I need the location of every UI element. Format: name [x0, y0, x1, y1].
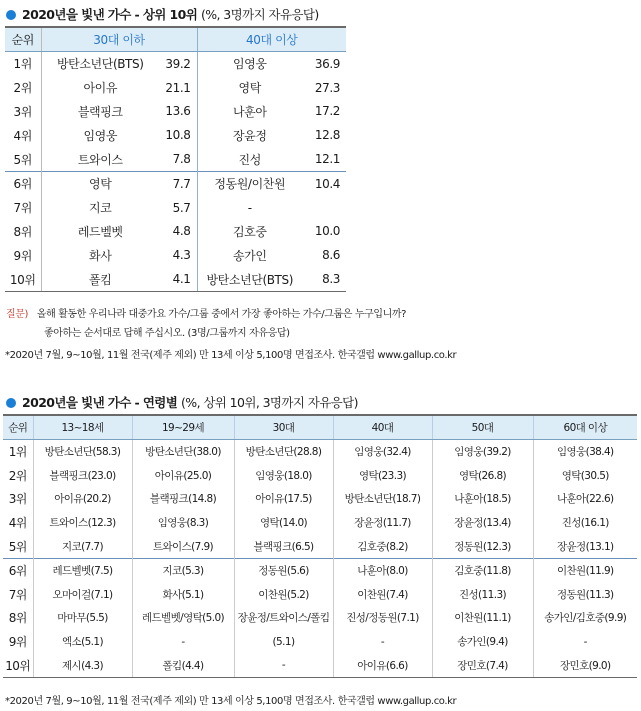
age-cell: 진성(11.3)	[432, 583, 533, 607]
group2-value-cell: 27.3	[314, 80, 340, 95]
age-cell: -	[132, 630, 234, 654]
age-cell: -	[234, 653, 333, 677]
age-cell: 장윤정/트와이스/폴킴	[234, 606, 333, 630]
rank-cell: 9위	[5, 243, 41, 267]
age-cell: 장민호(9.0)	[533, 653, 637, 677]
top10-row	[5, 171, 346, 195]
group2-name-cell: 방탄소년단(BTS)	[197, 267, 302, 291]
rank-cell: 10위	[5, 267, 41, 291]
section1-footnote: *2020년 7월, 9~10월, 11월 전국(제주 제외) 만 13세 이상 5,100명 면접조사. 한국갤럽 www.gallup.co.kr	[5, 350, 457, 361]
age-row	[3, 487, 637, 511]
age-cell: 아이유(6.6)	[333, 653, 432, 677]
age-cell: 지코(5.3)	[132, 558, 234, 582]
rank-cell: 4위	[3, 511, 33, 535]
group1-name-cell: 블랙핑크	[77, 104, 123, 119]
age-cell: 방탄소년단(38.0)	[132, 440, 234, 464]
age-cell: 블랙핑크(14.8)	[132, 487, 234, 511]
group2-value-cell: 36.9	[314, 56, 340, 71]
age-cell: 화사(5.1)	[132, 583, 234, 607]
top10-header-row	[5, 27, 346, 52]
group2-value-cell	[302, 196, 346, 220]
age-cell: 진성/정동원(7.1)	[333, 606, 432, 630]
age-cell: 아이유(20.2)	[33, 487, 132, 511]
group2-name-cell: 송가인	[232, 248, 267, 263]
age-cell: 이찬원(5.2)	[234, 583, 333, 607]
age-cell: 레드벨벳(7.5)	[33, 558, 132, 582]
age-cell: 나훈아(18.5)	[432, 487, 533, 511]
rank-cell: 6위	[3, 558, 33, 582]
rank-cell: 1위	[5, 52, 41, 76]
age-cell: 마마무(5.5)	[33, 606, 132, 630]
top10-row	[5, 76, 346, 100]
group2-name-cell: 나훈아	[232, 104, 267, 119]
age-group-header: 13~18세	[33, 415, 132, 440]
age-cell: 엑소(5.1)	[33, 630, 132, 654]
top10-row	[5, 123, 346, 147]
age-cell: 방탄소년단(28.8)	[234, 440, 333, 464]
group1-name-cell: 영탁	[41, 171, 159, 195]
group1-name-cell: 지코	[89, 201, 112, 216]
age-row	[3, 511, 637, 535]
top10-row	[5, 100, 346, 124]
age-row	[3, 440, 637, 464]
rank-cell: 2위	[3, 464, 33, 488]
age-cell: 정동원(5.6)	[234, 558, 333, 582]
question-line2: 좋아하는 순서대로 답해 주십시오. (3명/그룹까지 자유응답)	[44, 328, 290, 339]
group1-name-cell: 방탄소년단(BTS)	[56, 57, 144, 72]
age-cell: 트와이스(7.9)	[132, 534, 234, 558]
age-cell: 블랙핑크(6.5)	[234, 534, 333, 558]
group2-value-cell: 10.0	[314, 224, 340, 239]
age-cell: 임영웅(32.4)	[333, 440, 432, 464]
age-row	[3, 653, 637, 677]
age-cell: 이찬원(7.4)	[333, 583, 432, 607]
age-cell: 레드벨벳/영탁(5.0)	[132, 606, 234, 630]
top10-table	[5, 26, 346, 292]
question-label: 질문)	[6, 309, 29, 320]
age-group-header: 50대	[432, 415, 533, 440]
top10-row	[5, 220, 346, 244]
age-cell: 진성(16.1)	[561, 517, 609, 530]
group2-value-cell: 12.1	[314, 152, 340, 167]
age-group-header: 40대	[333, 415, 432, 440]
age-cell: 제시(4.3)	[33, 653, 132, 677]
group1-value-cell: 4.3	[159, 243, 197, 267]
top10-row	[5, 52, 346, 76]
age-cell: 김호중(8.2)	[333, 534, 432, 558]
bullet-dot-icon	[6, 398, 16, 408]
age-cell: 임영웅(18.0)	[234, 464, 333, 488]
group2-name-cell: 김호중	[232, 224, 267, 239]
group2-name-cell: 영탁	[238, 81, 261, 96]
group1-name-cell: 폴킴	[41, 267, 159, 291]
age-cell: 나훈아(8.0)	[333, 558, 432, 582]
section1-title-text: 2020년을 빛낸 가수 - 상위 10위	[22, 7, 198, 22]
group2-name-cell: -	[247, 200, 252, 215]
group1-name-cell: 임영웅	[83, 128, 118, 143]
section2-title	[6, 393, 358, 411]
top10-row	[5, 196, 346, 220]
rank-cell: 10위	[3, 653, 33, 677]
group2-name-cell: 진성	[238, 152, 261, 167]
group1-value-cell: 7.7	[159, 171, 197, 195]
group1-value-cell: 7.8	[159, 147, 197, 171]
age-cell: 장민호(7.4)	[432, 653, 533, 677]
age-cell: 정동원(12.3)	[432, 534, 533, 558]
group2-value-cell: 8.3	[302, 267, 346, 291]
group1-value-cell: 5.7	[159, 196, 197, 220]
age-cell: 영탁(26.8)	[432, 464, 533, 488]
rank-cell: 6위	[5, 171, 41, 195]
section2-title-text: 2020년을 빛낸 가수 - 연령별	[22, 395, 178, 410]
rank-cell: 3위	[5, 100, 41, 124]
age-row	[3, 583, 637, 607]
group1-value-cell: 21.1	[159, 76, 197, 100]
question-line1: 올해 활동한 우리나라 대중가요 가수/그룹 중에서 가장 좋아하는 가수/그룹은 누구입니까?	[36, 309, 407, 320]
age-cell: 영탁(23.3)	[333, 464, 432, 488]
group2-value-cell: 8.6	[322, 248, 340, 263]
age-cell: -	[583, 635, 587, 648]
top10-row	[5, 243, 346, 267]
rank-header: 순위	[3, 415, 33, 440]
age-header-row	[3, 415, 637, 440]
rank-header: 순위	[5, 27, 41, 52]
age-group-header: 19~29세	[132, 415, 234, 440]
group1-name-cell: 레드벨벳	[77, 224, 123, 239]
age-cell: 폴킴(4.4)	[132, 653, 234, 677]
age-cell: 임영웅(38.4)	[556, 446, 614, 459]
group1-value-cell: 4.8	[159, 220, 197, 244]
age-cell: 지코(7.7)	[33, 534, 132, 558]
rank-cell: 9위	[3, 630, 33, 654]
rank-cell: 3위	[3, 487, 33, 511]
bullet-dot-icon	[6, 10, 16, 20]
group2-value-cell: 17.2	[314, 104, 340, 119]
group2-value-cell: 10.4	[302, 171, 346, 195]
age-cell: 트와이스(12.3)	[33, 511, 132, 535]
age-cell: 장윤정(11.7)	[333, 511, 432, 535]
group2-header: 40대 이상	[197, 27, 346, 52]
group1-value-cell: 4.1	[159, 267, 197, 291]
rank-cell: 5위	[5, 147, 41, 171]
rank-cell: 1위	[3, 440, 33, 464]
rank-cell: 7위	[5, 196, 41, 220]
question-note	[6, 305, 406, 320]
top10-table-body	[5, 52, 346, 292]
age-cell: 이찬원(11.1)	[432, 606, 533, 630]
group1-name-cell: 아이유	[83, 81, 118, 96]
age-cell: 영탁(30.5)	[561, 469, 609, 482]
group1-name-cell: 화사	[89, 248, 112, 263]
age-table-body	[3, 440, 637, 678]
group2-name-cell: 임영웅	[232, 57, 267, 72]
group1-value-cell: 39.2	[159, 52, 197, 76]
section2-subtitle: (%, 상위 10위, 3명까지 자유응답)	[181, 395, 358, 410]
group1-header: 30대 이하	[41, 27, 197, 52]
age-cell: 아이유(17.5)	[234, 487, 333, 511]
group2-value-cell: 12.8	[314, 128, 340, 143]
top10-row	[5, 147, 346, 171]
age-cell: -	[333, 630, 432, 654]
age-cell: 송가인/김호중(9.9)	[544, 612, 627, 625]
age-table	[3, 414, 637, 678]
group1-value-cell: 10.8	[159, 123, 197, 147]
section1-subtitle: (%, 3명까지 자유응답)	[200, 7, 319, 22]
rank-cell: 5위	[3, 534, 33, 558]
age-cell: 임영웅(8.3)	[132, 511, 234, 535]
age-cell: 오마이걸(7.1)	[33, 583, 132, 607]
rank-cell: 2위	[5, 76, 41, 100]
age-cell: 방탄소년단(18.7)	[333, 487, 432, 511]
age-group-header: 60대 이상	[533, 415, 637, 440]
age-cell: 이찬원(11.9)	[533, 558, 637, 582]
rank-cell: 4위	[5, 123, 41, 147]
group1-name-cell: 트와이스	[77, 152, 123, 167]
age-cell: 정동원(11.3)	[556, 588, 614, 601]
age-cell: 임영웅(39.2)	[432, 440, 533, 464]
age-cell: 장윤정(13.4)	[432, 511, 533, 535]
age-cell: 김호중(11.8)	[432, 558, 533, 582]
age-row	[3, 464, 637, 488]
age-cell: (5.1)	[234, 630, 333, 654]
group2-name-cell: 정동원/이찬원	[197, 171, 302, 195]
age-row	[3, 630, 637, 654]
top10-row	[5, 267, 346, 291]
group1-value-cell: 13.6	[159, 100, 197, 124]
age-row	[3, 534, 637, 558]
rank-cell: 8위	[3, 606, 33, 630]
rank-cell: 8위	[5, 220, 41, 244]
age-group-header: 30대	[234, 415, 333, 440]
group2-name-cell: 장윤정	[232, 128, 267, 143]
age-cell: 영탁(14.0)	[234, 511, 333, 535]
age-cell: 블랙핑크(23.0)	[33, 464, 132, 488]
age-cell: 장윤정(13.1)	[556, 540, 614, 553]
age-cell: 송가인(9.4)	[432, 630, 533, 654]
age-cell: 아이유(25.0)	[132, 464, 234, 488]
section1-title	[6, 5, 319, 23]
age-cell: 나훈아(22.6)	[556, 493, 614, 506]
rank-cell: 7위	[3, 583, 33, 607]
age-row	[3, 606, 637, 630]
section2-footnote: *2020년 7월, 9~10월, 11월 전국(제주 제외) 만 13세 이상 5,100명 면접조사. 한국갤럽 www.gallup.co.kr	[5, 696, 457, 707]
age-row	[3, 558, 637, 582]
age-cell: 방탄소년단(58.3)	[33, 440, 132, 464]
